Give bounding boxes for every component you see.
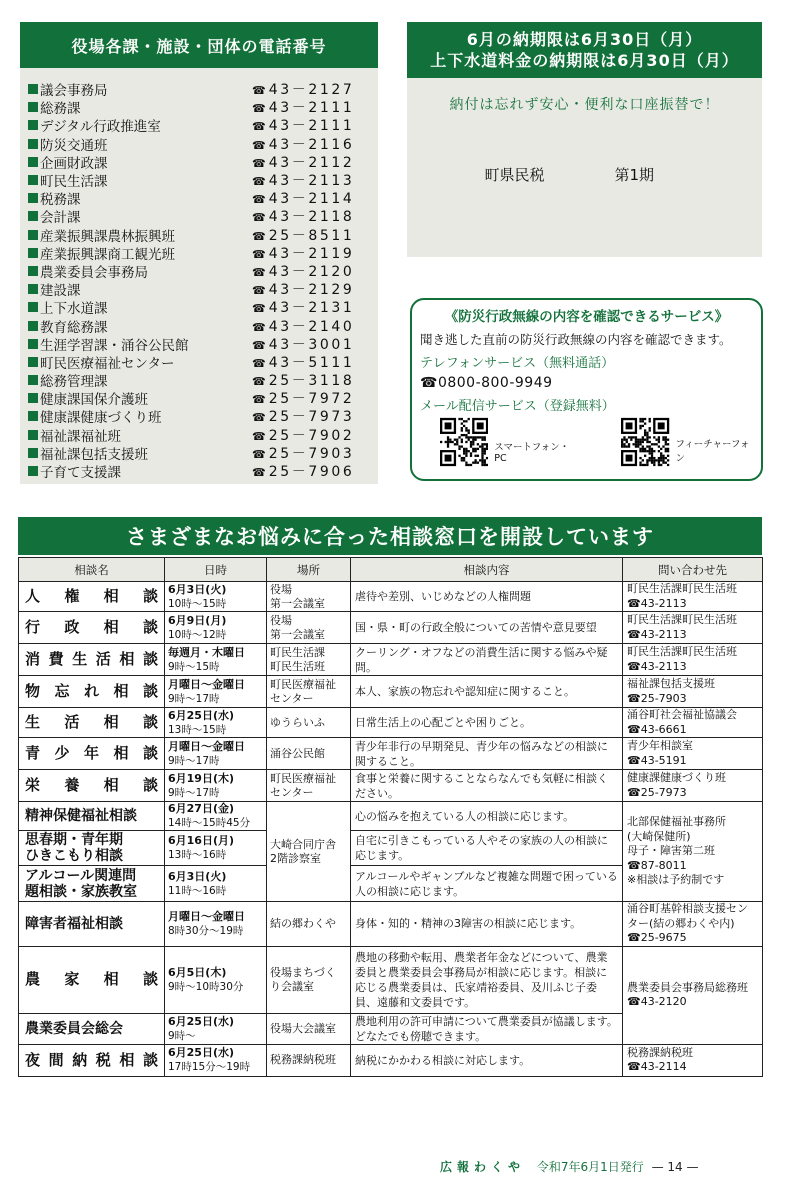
phone-number[interactable]: [252, 316, 374, 336]
phone-number[interactable]: [252, 370, 374, 390]
department-name: 町民生活課: [40, 174, 108, 191]
consultation-row: [19, 902, 763, 947]
consultation-date: 6月9日(月): [168, 613, 227, 627]
consultation-banner: さまざまなお悩みに合った相談窓口を開設しています: [18, 517, 762, 555]
department-name: 防災交通班: [40, 137, 108, 154]
consultation-place: 町民生活課 町民生活班: [267, 644, 351, 676]
phone-entry: [28, 153, 374, 171]
consultation-date: 6月25日(水): [168, 708, 235, 722]
consultation-name: 農家相談: [19, 946, 165, 1013]
department-name: 建設課: [40, 283, 81, 300]
square-bullet-icon: [28, 284, 38, 294]
consultation-contact: 涌谷町基幹相談支援センター(結の郷わくや内) ☎25-9675: [623, 902, 763, 947]
department-name: 総務管理課: [40, 374, 108, 391]
phone-entry: [28, 462, 374, 480]
deadline-header: [407, 22, 762, 78]
telephone-icon: ☎: [252, 338, 266, 352]
telephone-icon: ☎: [252, 229, 266, 243]
consultation-content: 食事と栄養に関することならなんでも気軽に相談ください。: [351, 770, 623, 802]
telephone-icon: ☎: [252, 302, 266, 316]
telephone-icon: ☎: [252, 175, 266, 189]
telephone-icon: ☎: [252, 375, 266, 389]
department-name: 健康課国保介護班: [40, 392, 148, 409]
consultation-date: 6月19日(木): [168, 771, 235, 785]
phone-entry: [28, 262, 374, 280]
consultation-datetime: [165, 1044, 267, 1076]
qr-caption-feature-phone: フィーチャーフォン: [675, 439, 750, 464]
consultation-time: 10時～15時: [168, 597, 227, 610]
phone-number-value: 43－2119: [268, 245, 355, 262]
phone-number[interactable]: [252, 225, 374, 245]
square-bullet-icon: [28, 466, 38, 476]
square-bullet-icon: [28, 102, 38, 112]
phone-number[interactable]: [252, 279, 374, 299]
phone-number-value: 25－7973: [268, 409, 355, 426]
telephone-icon: ☎: [252, 320, 266, 334]
phone-number-value: 43－2111: [268, 118, 355, 135]
consultation-datetime: [165, 770, 267, 802]
department-name: デジタル行政推進室: [40, 119, 161, 136]
consultation-content: 納税にかかわる相談に対応します。: [351, 1044, 623, 1076]
radio-service-description: 聞き逃した直前の防災行政無線の内容を確認できます。: [420, 332, 732, 347]
phone-number-value: 43－2140: [268, 318, 355, 335]
consultation-date: 月曜日～金曜日: [168, 739, 245, 753]
consultation-datetime: [165, 802, 267, 831]
department-name: 企画財政課: [40, 155, 108, 172]
consultation-time: 9時～10時30分: [168, 980, 244, 993]
consultation-name: 生活相談: [19, 708, 165, 738]
phone-number-value: 43－2113: [268, 173, 355, 190]
telephone-icon: ☎: [252, 156, 266, 170]
consultation-name: 栄養相談: [19, 770, 165, 802]
consultation-date: 月曜日～金曜日: [168, 909, 245, 923]
phone-number[interactable]: [252, 461, 374, 481]
square-bullet-icon: [28, 448, 38, 458]
consultation-contact: 農業委員会事務局総務班 ☎43-2120: [623, 946, 763, 1044]
phone-number[interactable]: [252, 352, 374, 372]
consultation-table-header: [19, 558, 763, 582]
consultation-place: 大崎合同庁舎 2階診察室: [267, 802, 351, 902]
consultation-place: 町民医療福祉 センター: [267, 770, 351, 802]
phone-number-value: 43－2120: [268, 263, 355, 280]
consultation-contact: 町民生活課町民生活班 ☎43-2113: [623, 582, 763, 612]
consultation-name: 物忘れ相談: [19, 676, 165, 708]
phone-number[interactable]: [252, 170, 374, 190]
phone-directory-title: 役場各課・施設・団体の電話番号: [20, 22, 378, 68]
consultation-row: [19, 708, 763, 738]
square-bullet-icon: [28, 248, 38, 258]
consultation-datetime: [165, 738, 267, 770]
consultation-row: [19, 582, 763, 612]
consultation-row: [19, 676, 763, 708]
consultation-place: 結の郷わくや: [267, 902, 351, 947]
phone-entry: [28, 189, 374, 207]
consultation-table: [18, 557, 763, 1077]
phone-number-value: 43－2112: [268, 154, 355, 171]
phone-number-value: 43－5111: [268, 354, 355, 371]
consultation-contact: 町民生活課町民生活班 ☎43-2113: [623, 644, 763, 676]
phone-entry: [28, 80, 374, 98]
phone-number[interactable]: [252, 188, 374, 208]
header-contact: 問い合わせ先: [623, 558, 763, 582]
page-number: — 14 —: [651, 1160, 699, 1174]
consultation-datetime: [165, 644, 267, 676]
square-bullet-icon: [28, 393, 38, 403]
phone-number-value: 25－7972: [268, 391, 355, 408]
telephone-icon: ☎: [252, 284, 266, 298]
consultation-table-body: [19, 582, 763, 1077]
consultation-place: 役場大会議室: [267, 1013, 351, 1044]
phone-number-value: 43－2131: [268, 300, 355, 317]
deadline-tax-row: [407, 164, 762, 185]
consultation-datetime: [165, 1013, 267, 1044]
square-bullet-icon: [28, 339, 38, 349]
consultation-date: 6月5日(木): [168, 965, 227, 979]
tax-period: 第1期: [614, 166, 655, 184]
phone-entry: [28, 135, 374, 153]
consultation-name: 行政相談: [19, 612, 165, 644]
consultation-content: 本人、家族の物忘れや認知症に関すること。: [351, 676, 623, 708]
phone-number-value: 43－2114: [268, 191, 355, 208]
telephone-icon: ☎: [252, 84, 266, 98]
consultation-name: 農業委員会総会: [19, 1013, 165, 1044]
consultation-content: 国・県・町の行政全般についての苦情や意見要望: [351, 612, 623, 644]
square-bullet-icon: [28, 411, 38, 421]
consultation-row: [19, 612, 763, 644]
phone-directory-panel: [20, 22, 378, 484]
department-name: 福祉課包括支援班: [40, 446, 148, 463]
square-bullet-icon: [28, 193, 38, 203]
phone-number-value: 43－2129: [268, 282, 355, 299]
consultation-time: 17時15分～19時: [168, 1061, 251, 1073]
square-bullet-icon: [28, 321, 38, 331]
department-name: 教育総務課: [40, 319, 108, 336]
phone-entry: [28, 116, 374, 134]
consultation-time: 13時～16時: [168, 849, 227, 861]
phone-number-value: 25－7906: [268, 464, 355, 481]
phone-entry: [28, 426, 374, 444]
telephone-icon: ☎: [252, 411, 266, 425]
consultation-row: [19, 738, 763, 770]
telephone-icon: ☎: [252, 138, 266, 152]
phone-entry: [28, 207, 374, 225]
page-footer: [440, 1158, 770, 1175]
consultation-contact: 福祉課包括支援班 ☎25-7903: [623, 676, 763, 708]
square-bullet-icon: [28, 357, 38, 367]
phone-number[interactable]: [252, 261, 374, 281]
consultation-contact: 青少年相談室 ☎43-5191: [623, 738, 763, 770]
square-bullet-icon: [28, 175, 38, 185]
qr-code-smartphone-pc-icon[interactable]: [440, 416, 488, 468]
consultation-datetime: [165, 612, 267, 644]
department-name: 上下水道課: [40, 301, 108, 318]
consultation-date: 6月3日(火): [168, 869, 227, 883]
telephone-icon: ☎: [252, 447, 266, 461]
square-bullet-icon: [28, 375, 38, 385]
phone-number-value: 25－7903: [268, 445, 355, 462]
telephone-icon: ☎: [252, 356, 266, 370]
phone-number[interactable]: [252, 152, 374, 172]
department-name: 産業振興課商工観光班: [40, 246, 175, 263]
consultation-time: 9時～17時: [168, 692, 220, 705]
consultation-time: 11時～16時: [168, 884, 227, 897]
telephone-icon: ☎: [252, 102, 266, 116]
account-transfer-note: 納付は忘れず安心・便利な口座振替で！: [449, 97, 720, 113]
phone-number-value: 25－3118: [268, 373, 355, 390]
consultation-content: 日常生活上の心配ごとや困りごと。: [351, 708, 623, 738]
square-bullet-icon: [28, 266, 38, 276]
consultation-content: 身体・知的・精神の3障害の相談に応じます。: [351, 902, 623, 947]
phone-number[interactable]: [252, 115, 374, 135]
consultation-time: 9時～17時: [168, 786, 220, 799]
consultation-place: ゆうらいふ: [267, 708, 351, 738]
consultation-place: 税務課納税班: [267, 1044, 351, 1076]
consultation-date: 毎週月・木曜日: [168, 645, 245, 659]
consultation-time: 13時～15時: [168, 723, 227, 736]
consultation-name: 思春期・青年期 ひきこもり相談: [19, 831, 165, 866]
phone-number[interactable]: [252, 388, 374, 408]
consultation-date: 6月16日(月): [168, 834, 235, 847]
phone-entry: [28, 353, 374, 371]
phone-entry: [28, 444, 374, 462]
consultation-content: 農地利用の許可申請について農業委員が協議します。どなたでも傍聴できます。: [351, 1013, 623, 1044]
phone-number-value: 43－2127: [268, 82, 355, 99]
square-bullet-icon: [28, 139, 38, 149]
phone-number[interactable]: [252, 443, 374, 463]
phone-entry: [28, 244, 374, 262]
qr-code-feature-phone-icon[interactable]: [621, 416, 669, 468]
consultation-date: 6月27日(金): [168, 802, 235, 815]
consultation-contact: 税務課納税班 ☎43-2114: [623, 1044, 763, 1076]
consultation-content: 虐待や差別、いじめなどの人権問題: [351, 582, 623, 612]
consultation-name: 障害者福祉相談: [19, 902, 165, 947]
square-bullet-icon: [28, 157, 38, 167]
telephone-icon: ☎: [252, 429, 266, 443]
telephone-service-number[interactable]: ☎0800-800-9949: [420, 375, 553, 391]
qr-caption-smartphone-pc: スマートフォン・PC: [494, 442, 570, 464]
consultation-place: 役場 第一会議室: [267, 582, 351, 612]
square-bullet-icon: [28, 302, 38, 312]
consultation-content: 心の悩みを抱えている人の相談に応じます。: [351, 802, 623, 831]
consultation-datetime: [165, 866, 267, 902]
consultation-time: 9時～: [168, 1029, 196, 1042]
phone-number-value: 25－7902: [268, 427, 355, 444]
phone-entry: [28, 298, 374, 316]
consultation-row: [19, 644, 763, 676]
deadline-line-1: 6月の納期限は6月30日（月）: [466, 30, 703, 49]
consultation-row: [19, 1044, 763, 1076]
telephone-icon: ☎: [252, 393, 266, 407]
phone-entry: [28, 371, 374, 389]
consultation-datetime: [165, 831, 267, 866]
consultation-date: 6月25日(水): [168, 1014, 235, 1028]
phone-number[interactable]: [252, 334, 374, 354]
phone-number[interactable]: [252, 206, 374, 226]
consultation-content: 農地の移動や転用、農業者年金などについて、農業委員と農業委員会事務局が相談に応じます。相談に応じる農業委員は、氏家靖裕委員、及川ふじ子委員、遠藤和文委員です。: [351, 946, 623, 1013]
phone-number[interactable]: [252, 425, 374, 445]
square-bullet-icon: [28, 230, 38, 240]
phone-number[interactable]: [252, 243, 374, 263]
header-place: 場所: [267, 558, 351, 582]
department-name: 健康課健康づくり班: [40, 410, 162, 427]
consultation-content: 青少年非行の早期発見、青少年の悩みなどの相談に関すること。: [351, 738, 623, 770]
phone-entry: [28, 389, 374, 407]
disaster-radio-service-panel: [410, 298, 763, 481]
phone-entry: [28, 316, 374, 334]
telephone-icon: ☎: [252, 211, 266, 225]
phone-entry: [28, 226, 374, 244]
consultation-time: 9時～17時: [168, 754, 220, 767]
consultation-contact: 町民生活課町民生活班 ☎43-2113: [623, 612, 763, 644]
issue-date: 令和7年6月1日発行: [536, 1160, 644, 1174]
telephone-icon: ☎: [252, 247, 266, 261]
department-name: 福祉課福祉班: [40, 428, 121, 445]
department-name: 子育て支援課: [40, 465, 121, 482]
consultation-time: 10時～12時: [168, 628, 227, 641]
deadline-line-2: 上下水道料金の納期限は6月30日（月）: [430, 51, 739, 70]
tax-name: 町県民税: [484, 166, 545, 184]
telephone-service-label: テレフォンサービス（無料通話）: [420, 356, 615, 371]
department-name: 会計課: [40, 210, 81, 227]
consultation-place: 役場 第一会議室: [267, 612, 351, 644]
consultation-name: 人権相談: [19, 582, 165, 612]
phone-entry: [28, 335, 374, 353]
consultation-name: 夜間納税相談: [19, 1044, 165, 1076]
consultation-datetime: [165, 902, 267, 947]
consultation-name: 精神保健福祉相談: [19, 802, 165, 831]
radio-service-title: 《防災行政無線の内容を確認できるサービス》: [444, 309, 729, 325]
payment-deadline-panel: [407, 22, 762, 257]
consultation-time: 14時～15時45分: [168, 817, 251, 829]
consultation-contact: 涌谷町社会福祉協議会 ☎43-6661: [623, 708, 763, 738]
consultation-date: 月曜日～金曜日: [168, 677, 245, 691]
consultation-place: 涌谷公民館: [267, 738, 351, 770]
department-name: 農業委員会事務局: [40, 264, 148, 281]
phone-number[interactable]: [252, 406, 374, 426]
department-name: 総務課: [40, 101, 81, 118]
square-bullet-icon: [28, 211, 38, 221]
square-bullet-icon: [28, 84, 38, 94]
telephone-icon: ☎: [252, 466, 266, 480]
consultation-contact: 北部保健福祉事務所 (大崎保健所) 母子・障害第二班 ☎87-8011 ※相談は予約制です: [623, 802, 763, 902]
consultation-datetime: [165, 676, 267, 708]
consultation-place: 町民医療福祉 センター: [267, 676, 351, 708]
consultation-content: 自宅に引きこもっている人やその家族の人の相談に応じます。: [351, 831, 623, 866]
header-content: 相談内容: [351, 558, 623, 582]
consultation-name: 消費生活相談: [19, 644, 165, 676]
phone-entry: [28, 280, 374, 298]
phone-number[interactable]: [252, 97, 374, 117]
phone-number[interactable]: [252, 297, 374, 317]
department-name: 生涯学習課・涌谷公民館: [40, 337, 189, 354]
phone-number-value: 43－2118: [268, 209, 355, 226]
consultation-name: 青少年相談: [19, 738, 165, 770]
phone-entry: [28, 98, 374, 116]
publication-name: 広報わくや: [440, 1160, 526, 1174]
department-name: 産業振興課農林振興班: [40, 228, 175, 245]
telephone-icon: ☎: [252, 193, 266, 207]
consultation-row: [19, 946, 763, 1013]
consultation-name: アルコール関連問 題相談・家族教室: [19, 866, 165, 902]
consultation-date: 6月3日(火): [168, 582, 227, 596]
department-name: 町民医療福祉センター: [40, 355, 175, 372]
phone-number-value: 43－2111: [268, 100, 355, 117]
header-name: 相談名: [19, 558, 165, 582]
phone-number[interactable]: [252, 134, 374, 154]
telephone-icon: ☎: [252, 265, 266, 279]
consultation-datetime: [165, 708, 267, 738]
phone-number[interactable]: [252, 79, 374, 99]
phone-entry: [28, 407, 374, 425]
telephone-icon: ☎: [252, 120, 266, 134]
square-bullet-icon: [28, 120, 38, 130]
qr-code-row: [420, 416, 753, 468]
phone-number-value: 43－2116: [268, 136, 355, 153]
phone-entry: [28, 171, 374, 189]
department-name: 税務課: [40, 192, 81, 209]
department-name: 議会事務局: [40, 83, 108, 100]
consultation-row: [19, 770, 763, 802]
consultation-content: クーリング・オフなどの消費生活に関する悩みや疑問。: [351, 644, 623, 676]
consultation-row: [19, 802, 763, 831]
consultation-time: 8時30分～19時: [168, 924, 244, 937]
phone-number-value: 25－8511: [268, 227, 355, 244]
consultation-time: 9時～15時: [168, 660, 220, 673]
consultation-date: 6月25日(水): [168, 1046, 235, 1059]
mail-service-label: メール配信サービス（登録無料）: [420, 399, 615, 414]
phone-number-value: 43－3001: [268, 336, 355, 353]
phone-directory-list: [28, 80, 374, 480]
square-bullet-icon: [28, 430, 38, 440]
header-date: 日時: [165, 558, 267, 582]
consultation-contact: 健康課健康づくり班 ☎25-7973: [623, 770, 763, 802]
consultation-content: アルコールやギャンブルなど複雑な問題で困っている人の相談に応じます。: [351, 866, 623, 902]
consultation-place: 役場まちづく り会議室: [267, 946, 351, 1013]
consultation-datetime: [165, 582, 267, 612]
consultation-datetime: [165, 946, 267, 1013]
